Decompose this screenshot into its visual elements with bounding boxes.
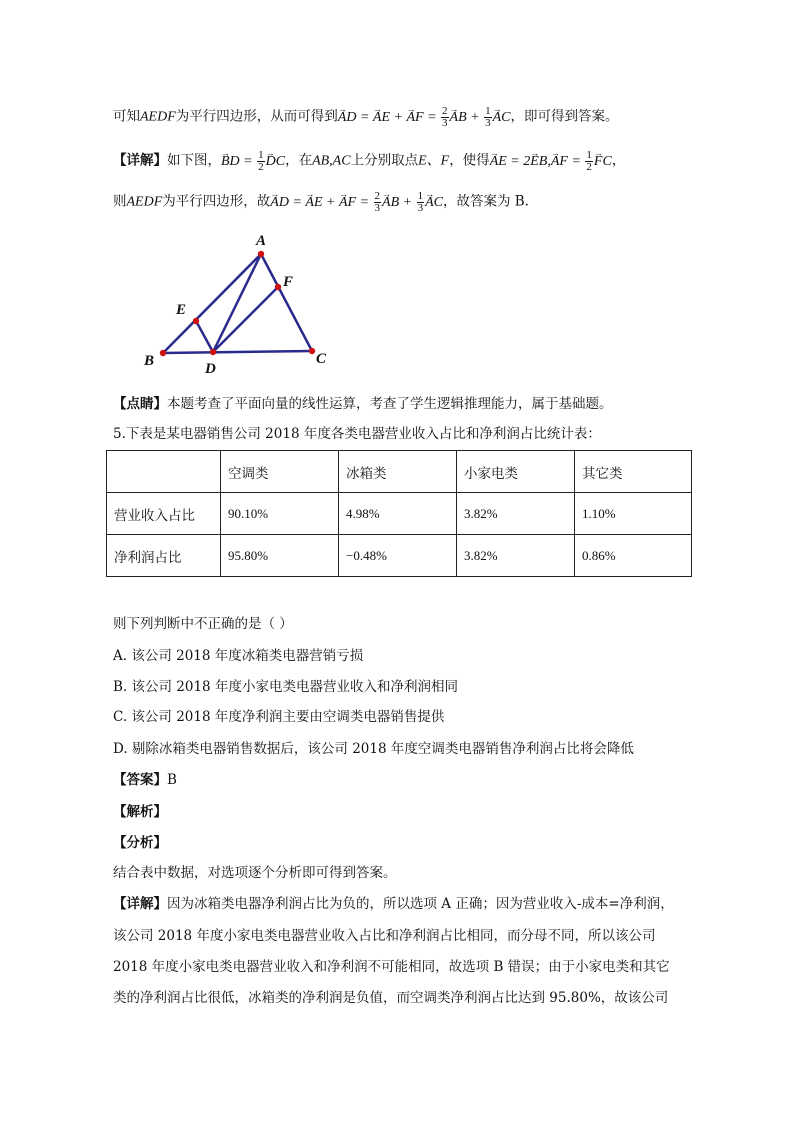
detail5-line-3: 2018 年度小家电类电器营业收入和净利润不可能相同，故选项 B 错误；由于小家电类和其它	[113, 959, 670, 975]
analysis-sub-label: 【分析】	[113, 835, 167, 851]
detail5-line-2: 该公司 2018 年度小家电类电器营业收入占比和净利润占比相同，而分母不同，所以该公司	[113, 928, 656, 944]
point-F	[275, 284, 281, 290]
segment-BC	[163, 351, 312, 353]
intro-line	[113, 106, 618, 129]
segment-AD	[213, 254, 261, 352]
table-header-cell: 其它类	[575, 451, 692, 493]
detail-label: 【详解】	[113, 152, 167, 169]
table-row	[107, 535, 692, 577]
table-cell: 4.98%	[339, 493, 457, 535]
table-header-cell: 冰箱类	[339, 451, 457, 493]
detail-line-2	[113, 191, 529, 214]
intro-end: ，即可得到答案。	[510, 108, 619, 125]
table-row	[107, 493, 692, 535]
comment-text: 本题考查了平面向量的线性运算，考查了学生逻辑推理能力，属于基础题。	[167, 396, 613, 412]
table-header-row	[107, 451, 692, 493]
point-E	[193, 318, 199, 324]
detail5-line-1	[113, 894, 674, 914]
detail-text-d: 上分别取点	[350, 152, 419, 169]
detail-formula-2: → AE = 2→ EB,→ AF = $\frac{1}{2}$ → FC	[490, 154, 612, 169]
intro-text-2: 为平行四边形，从而可得到	[175, 108, 338, 125]
detail2-formula: → AD = → AE + → AF = $\frac{2}{3}$ → AB + $\frac{1}{3}$ → AC	[270, 195, 443, 210]
point-C	[309, 348, 315, 354]
analysis-label: 【解析】	[113, 804, 167, 820]
detail-text-f: ，使得	[449, 152, 490, 169]
label-B: B	[144, 353, 155, 369]
segment-AC	[261, 254, 312, 351]
label-F: F	[283, 274, 294, 290]
label-C: C	[316, 351, 327, 367]
detail-formula-1: → BD = $\frac{1}{2}$ → DC	[221, 154, 285, 169]
option-c: C. 该公司 2018 年度净利润主要由空调类电器销售提供	[113, 709, 445, 725]
detail5-line-4: 类的净利润占比很低，冰箱类的净利润是负值，而空调类净利润占比达到 95.80%，故该公司	[113, 990, 669, 1006]
comment-line	[113, 394, 613, 414]
intro-formula: → AD = → AE + → AF = $\frac{2}{3}$ → AB + $\frac{1}{3}$ → AC	[338, 110, 511, 125]
table-cell: 1.10%	[575, 493, 692, 535]
analysis-text: 结合表中数据，对选项逐个分析即可得到答案。	[113, 865, 397, 881]
table-header-cell	[107, 451, 221, 493]
comment-label: 【点睛】	[113, 396, 167, 412]
table-row-label: 净利润占比	[107, 535, 221, 577]
question-prompt: 则下列判断中不正确的是（ ）	[113, 616, 293, 632]
option-d: D. 剔除冰箱类电器销售数据后，该公司 2018 年度空调类电器销售净利润占比将会降低	[113, 741, 634, 757]
option-b: B. 该公司 2018 年度小家电类电器营业收入和净利润相同	[113, 679, 458, 695]
option-a: A. 该公司 2018 年度冰箱类电器营销亏损	[113, 648, 364, 664]
answer-line	[113, 770, 177, 790]
detail2-text-a: 则	[113, 193, 127, 210]
intro-text: 可知	[113, 108, 140, 125]
intro-quad: AEDF	[140, 109, 176, 125]
stats-table	[106, 450, 692, 577]
table-header-cell: 小家电类	[457, 451, 575, 493]
table-cell: 3.82%	[457, 493, 575, 535]
detail-text-b: ，在	[285, 152, 313, 169]
detail-text-e: E、F	[418, 153, 450, 169]
label-D: D	[205, 361, 216, 377]
table-header-cell: 空调类	[221, 451, 339, 493]
detail2-text-c: 为平行四边形，故	[162, 193, 271, 210]
point-B	[160, 350, 166, 356]
point-A	[258, 251, 264, 257]
detail2-quad: AEDF	[126, 194, 163, 210]
answer-label: 【答案】	[113, 772, 167, 788]
detail5-label: 【详解】	[113, 896, 167, 912]
triangle-figure	[140, 228, 340, 378]
question-stem: 5.下表是某电器销售公司 2018 年度各类电器营业收入占比和净利润占比统计表：	[113, 426, 601, 442]
table-cell: 90.10%	[221, 493, 339, 535]
label-E: E	[176, 302, 187, 318]
detail2-end: ，故答案为 B.	[442, 193, 529, 210]
table-cell: 0.86%	[575, 535, 692, 577]
segment-FD	[213, 287, 278, 352]
detail-text-g: ，	[611, 152, 626, 169]
answer-value: B	[167, 772, 177, 788]
table-row-label: 营业收入占比	[107, 493, 221, 535]
label-A: A	[256, 233, 267, 249]
segment-ED	[196, 321, 213, 352]
detail5-text: 因为冰箱类电器净利润占比为负的，所以选项 A 正确；因为营业收入-成本=净利润，	[167, 896, 674, 912]
table-cell: 95.80%	[221, 535, 339, 577]
detail-text-c: AB,AC	[312, 153, 351, 169]
table-cell: 3.82%	[457, 535, 575, 577]
table-cell: −0.48%	[339, 535, 457, 577]
point-D	[210, 349, 216, 355]
detail-text-a: 如下图，	[167, 152, 221, 169]
detail-line-1	[113, 150, 625, 173]
